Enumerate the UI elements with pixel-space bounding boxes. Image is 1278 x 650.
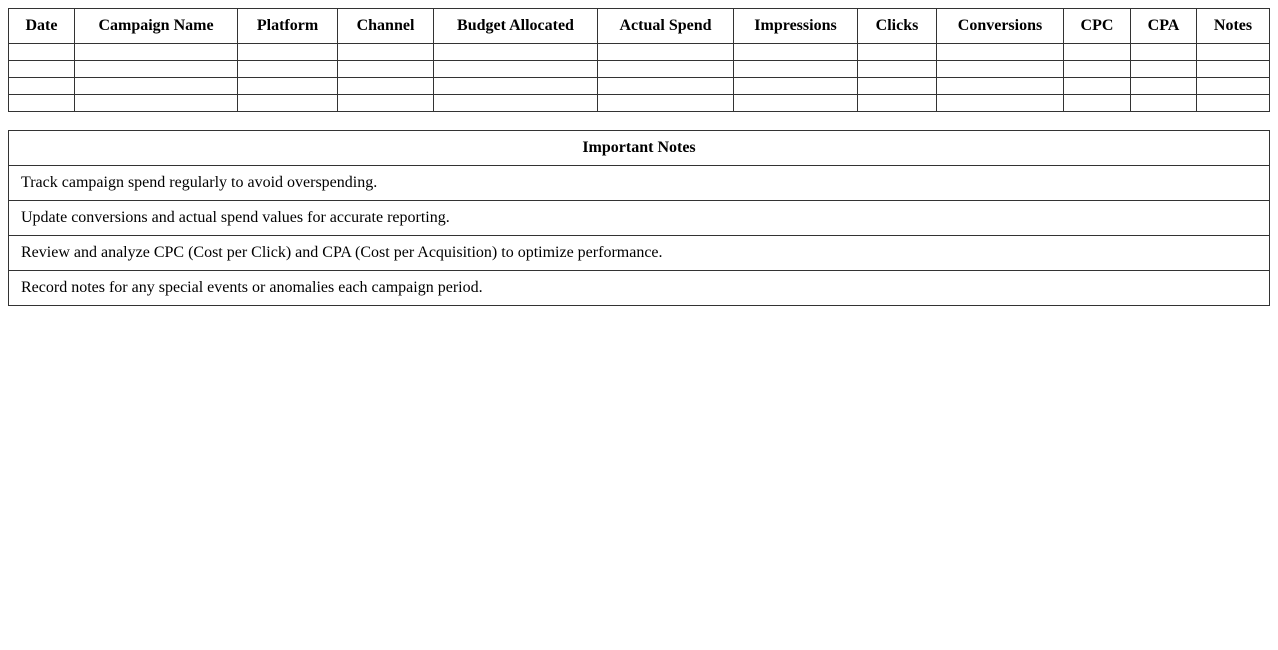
table-cell: [1064, 61, 1131, 78]
table-row: [9, 61, 1270, 78]
column-header-platform: Platform: [238, 9, 338, 44]
table-cell: [734, 78, 858, 95]
table-cell: [734, 95, 858, 112]
table-header-row: [9, 9, 1270, 44]
column-header-actual-spend: Actual Spend: [598, 9, 734, 44]
table-row: [9, 78, 1270, 95]
column-header-cpa: CPA: [1131, 9, 1197, 44]
table-row: [9, 95, 1270, 112]
table-cell: [338, 61, 434, 78]
table-cell: [434, 78, 598, 95]
table-cell: [937, 95, 1064, 112]
table-cell: [937, 61, 1064, 78]
table-cell: [1197, 95, 1270, 112]
column-header-cpc: CPC: [1064, 9, 1131, 44]
table-cell: [75, 61, 238, 78]
notes-row: [9, 236, 1270, 271]
table-cell: [598, 44, 734, 61]
important-notes-table: [8, 130, 1270, 306]
table-cell: [937, 44, 1064, 61]
table-cell: [1131, 78, 1197, 95]
table-cell: [75, 78, 238, 95]
table-cell: [434, 61, 598, 78]
table-cell: [1197, 44, 1270, 61]
table-cell: [858, 95, 937, 112]
notes-header-row: [9, 131, 1270, 166]
table-cell: [858, 78, 937, 95]
note-item: Track campaign spend regularly to avoid overspending.: [9, 166, 1270, 201]
column-header-campaign-name: Campaign Name: [75, 9, 238, 44]
column-header-budget-allocated: Budget Allocated: [434, 9, 598, 44]
table-cell: [937, 78, 1064, 95]
table-cell: [338, 44, 434, 61]
table-cell: [434, 95, 598, 112]
table-cell: [734, 61, 858, 78]
table-cell: [1064, 95, 1131, 112]
column-header-clicks: Clicks: [858, 9, 937, 44]
table-cell: [598, 61, 734, 78]
table-cell: [338, 95, 434, 112]
column-header-date: Date: [9, 9, 75, 44]
table-cell: [1131, 44, 1197, 61]
table-cell: [9, 44, 75, 61]
table-cell: [338, 78, 434, 95]
table-cell: [238, 44, 338, 61]
table-cell: [734, 44, 858, 61]
table-cell: [858, 44, 937, 61]
notes-title: Important Notes: [9, 131, 1270, 166]
table-cell: [238, 61, 338, 78]
table-cell: [75, 95, 238, 112]
table-row: [9, 44, 1270, 61]
table-cell: [9, 61, 75, 78]
column-header-channel: Channel: [338, 9, 434, 44]
table-cell: [858, 61, 937, 78]
notes-row: [9, 271, 1270, 306]
table-cell: [9, 78, 75, 95]
campaign-tracker-table: [8, 8, 1270, 112]
table-cell: [1131, 61, 1197, 78]
notes-row: [9, 201, 1270, 236]
table-cell: [9, 95, 75, 112]
table-cell: [1064, 78, 1131, 95]
table-cell: [1197, 61, 1270, 78]
note-item: Update conversions and actual spend values for accurate reporting.: [9, 201, 1270, 236]
document-page: [8, 8, 1270, 306]
table-cell: [1197, 78, 1270, 95]
table-cell: [434, 44, 598, 61]
column-header-conversions: Conversions: [937, 9, 1064, 44]
table-cell: [598, 78, 734, 95]
column-header-impressions: Impressions: [734, 9, 858, 44]
table-cell: [75, 44, 238, 61]
notes-row: [9, 166, 1270, 201]
note-item: Review and analyze CPC (Cost per Click) and CPA (Cost per Acquisition) to optimize performance.: [9, 236, 1270, 271]
note-item: Record notes for any special events or anomalies each campaign period.: [9, 271, 1270, 306]
table-cell: [238, 95, 338, 112]
table-cell: [238, 78, 338, 95]
column-header-notes: Notes: [1197, 9, 1270, 44]
table-cell: [1131, 95, 1197, 112]
table-cell: [1064, 44, 1131, 61]
table-cell: [598, 95, 734, 112]
